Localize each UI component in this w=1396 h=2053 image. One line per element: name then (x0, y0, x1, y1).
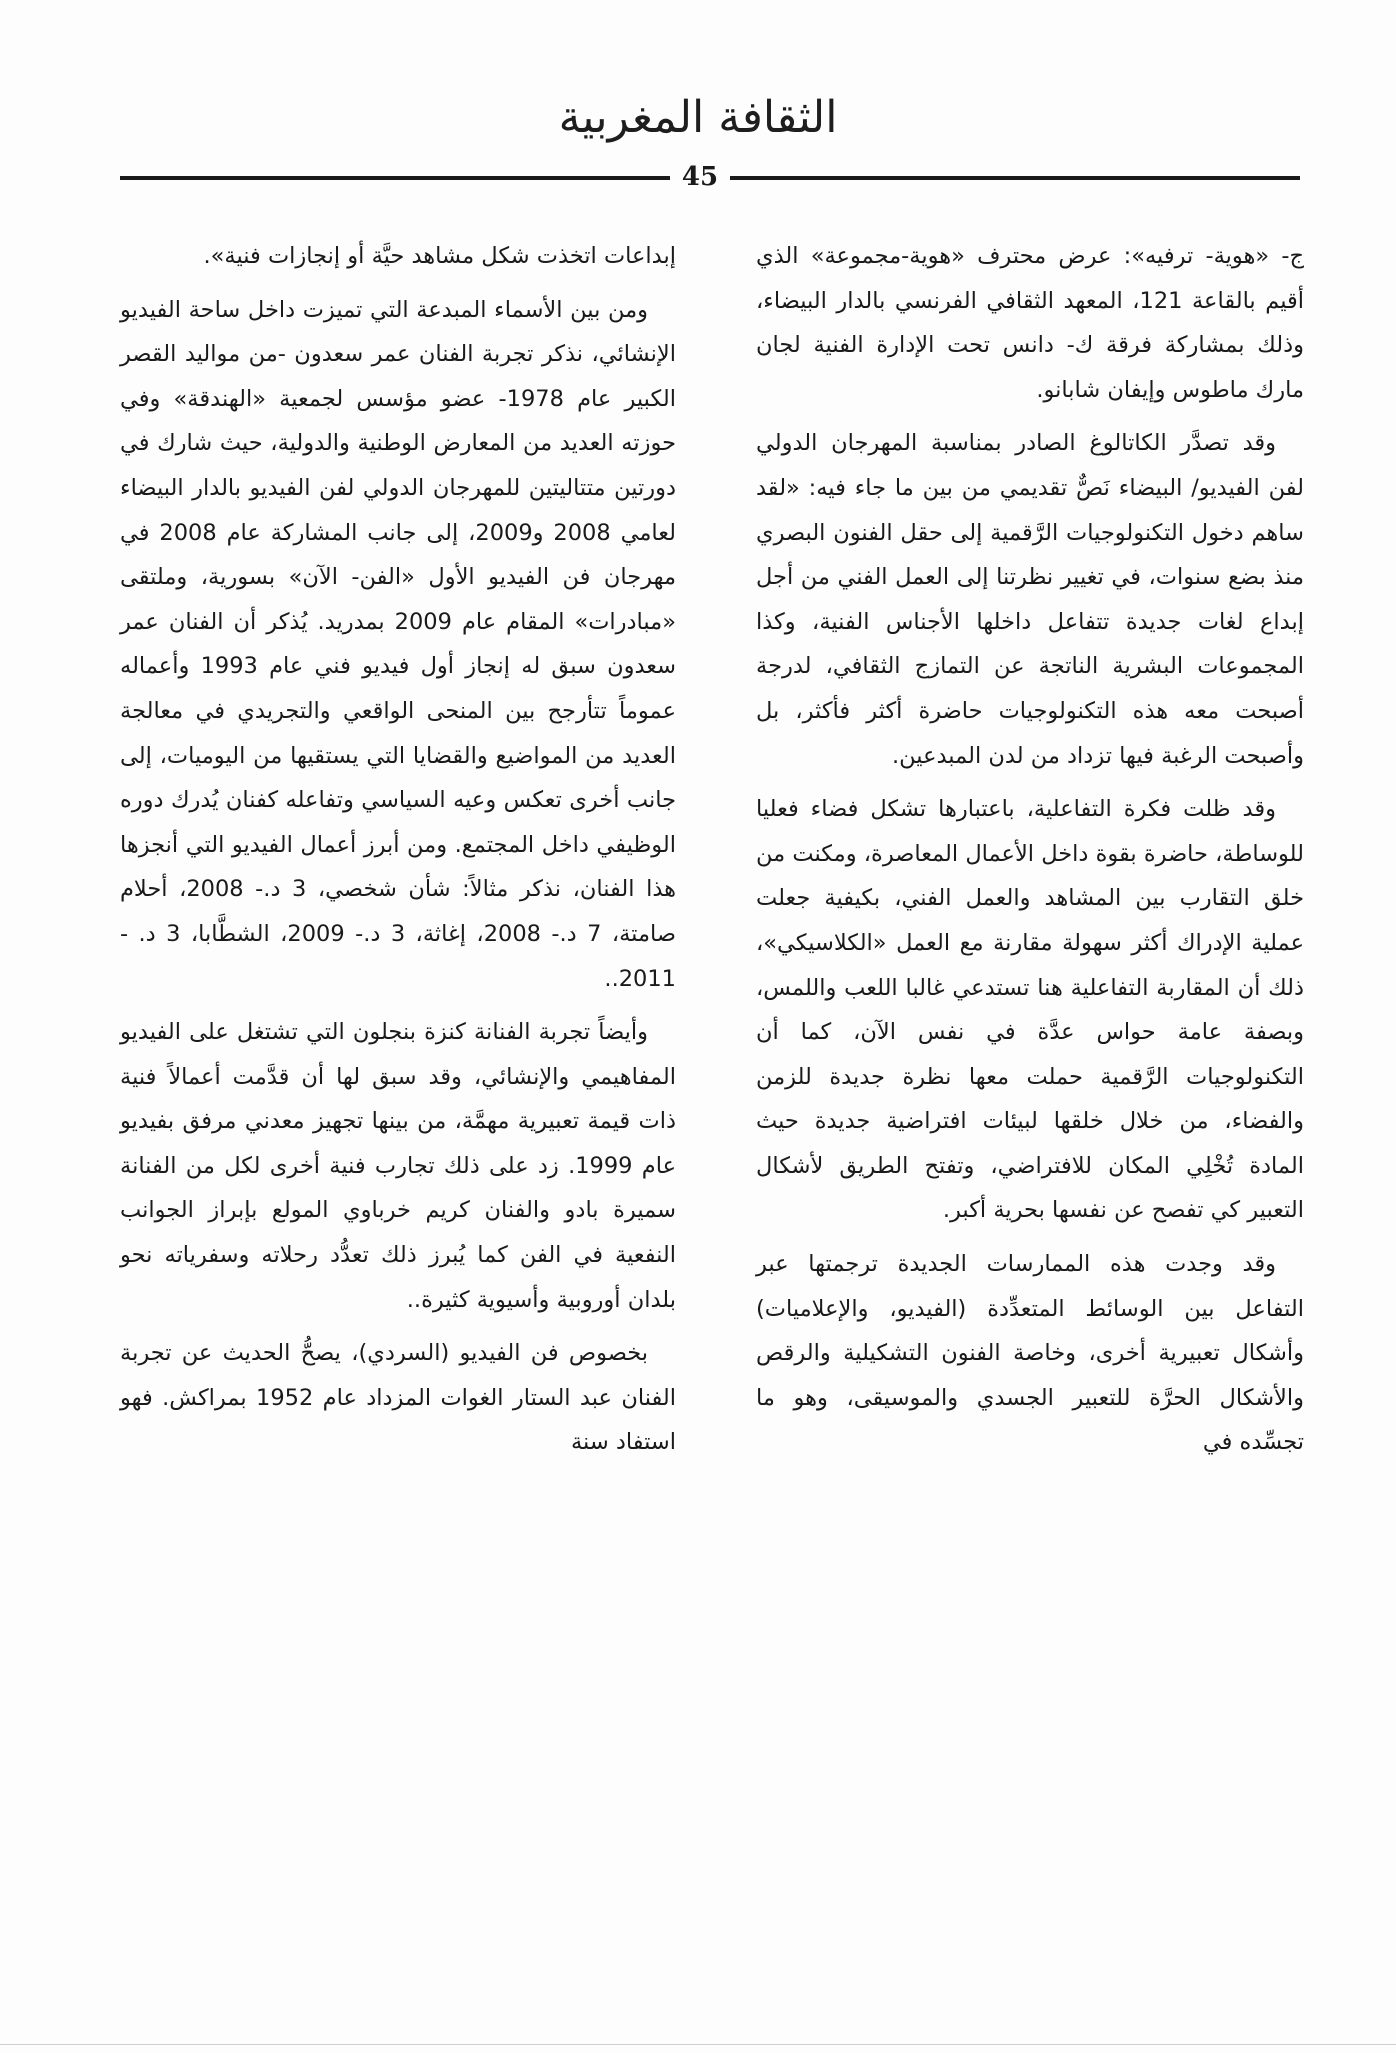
left-text-column (120, 234, 676, 1474)
header-rule-left (120, 176, 670, 180)
page-bottom-edge (0, 2044, 1396, 2045)
paragraph: وقد تصدَّر الكاتالوغ الصادر بمناسبة المهرجان الدولي لفن الفيديو/ البيضاء نَصٌّ تقديمي من بين ما جاء فيه: «لقد ساهم دخول التكنولوجيات الرَّقمية إلى حقل الفنون البصري منذ بضع سنوات، في تغيير نظرتنا إلى العمل الفني من أجل إبداع لغات جديدة تتفاعل داخلها الأجناس الفنية، وكذا المجموعات البشرية الناتجة عن التمازج الثقافي، لدرجة أصبحت معه هذه التكنولوجيات حاضرة أكثر فأكثر، بل وأصبحت الرغبة فيها تزداد من لدن المبدعين. (756, 430, 1304, 769)
paragraph: وقد وجدت هذه الممارسات الجديدة ترجمتها عبر التفاعل بين الوسائط المتعدِّدة (الفيديو، والإعلاميات) وأشكال تعبيرية أخرى، وخاصة الفنون التشكيلية والرقص والأشكال الحرَّة للتعبير الجسدي والموسيقى، وهو ما تجسِّده في (756, 1251, 1304, 1456)
paragraph: ومن بين الأسماء المبدعة التي تميزت داخل ساحة الفيديو الإنشائي، نذكر تجربة الفنان عمر سعدون -من مواليد القصر الكبير عام 1978- عضو مؤسس لجمعية «الهندقة» وفي حوزته العديد من المعارض الوطنية والدولية، حيث شارك في دورتين متتاليتين للمهرجان الدولي لفن الفيديو بالدار البيضاء لعامي 2008 و2009، إلى جانب المشاركة عام 2008 في مهرجان فن الفيديو الأول «الفن- الآن» بسورية، وملتقى «مبادرات» المقام عام 2009 بمدريد. يُذكر أن الفنان عمر سعدون سبق له إنجاز أول فيديو فني عام 1993 وأعماله عموماً تتأرجح بين المنحى الواقعي والتجريدي في معالجة العديد من المواضيع والقضايا التي يستقيها من اليوميات، إلى جانب أخرى تعكس وعيه السياسي وتفاعله كفنان يُدرك دوره الوظيفي داخل المجتمع. ومن أبرز أعمال الفيديو التي أنجزها هذا الفنان، نذكر مثالاً: شأن شخصي، 3 د.- 2008، أحلام صامتة، 7 د.- 2008، إغاثة، 3 د.- 2009، الشطَّابا، 3 د. - 2011.. (120, 296, 676, 992)
paragraph: وأيضاً تجربة الفنانة كنزة بنجلون التي تشتغل على الفيديو المفاهيمي والإنشائي، وقد سبق لها أن قدَّمت أعمالاً فنية ذات قيمة تعبيرية مهمَّة، من بينها تجهيز معدني مرفق بفيديو عام 1999. زد على ذلك تجارب فنية أخرى لكل من الفنانة سميرة بادو والفنان كريم خرباوي المولع بإبراز الجوانب النفعية في الفن كما يُبرز ذلك تعدُّد رحلاته وسفرياته نحو بلدان أوروبية وأسيوية كثيرة.. (120, 1019, 676, 1313)
paragraph: وقد ظلت فكرة التفاعلية، باعتبارها تشكل فضاء فعليا للوساطة، حاضرة بقوة داخل الأعمال المعاصرة، ومكنت من خلق التقارب بين المشاهد والعمل الفني، بكيفية جعلت عملية الإدراك أكثر سهولة مقارنة مع العمل «الكلاسيكي»، ذلك أن المقاربة التفاعلية هنا تستدعي غالبا اللعب واللمس، وبصفة عامة حواس عدَّة في نفس الآن، كما أن التكنولوجيات الرَّقمية حملت معها نظرة جديدة للزمن والفضاء، من خلال خلقها لبيئات افتراضية جديدة حيث المادة تُخْلِي المكان للافتراضي، وتفتح الطريق لأشكال التعبير كي تفصح عن نفسها بحرية أكبر. (756, 796, 1304, 1224)
paragraph: ج- «هوية- ترفيه»: عرض محترف «هوية-مجموعة» الذي أقيم بالقاعة 121، المعهد الثقافي الفرنسي بالدار البيضاء، وذلك بمشاركة فرقة ك- دانس تحت الإدارة الفنية لجان مارك ماطوس وإيفان شابانو. (756, 243, 1304, 403)
paragraph: بخصوص فن الفيديو (السردي)، يصحُّ الحديث عن تجربة الفنان عبد الستار الغوات المزداد عام 1952 بمراكش. فهو استفاد سنة (120, 1340, 676, 1456)
header-rule-right (730, 176, 1300, 180)
right-text-column (756, 234, 1304, 1474)
page-number: 45 (681, 162, 719, 192)
paragraph: إبداعات اتخذت شكل مشاهد حيَّة أو إنجازات فنية». (203, 243, 676, 269)
magazine-title: الثقافة المغربية (558, 92, 838, 143)
